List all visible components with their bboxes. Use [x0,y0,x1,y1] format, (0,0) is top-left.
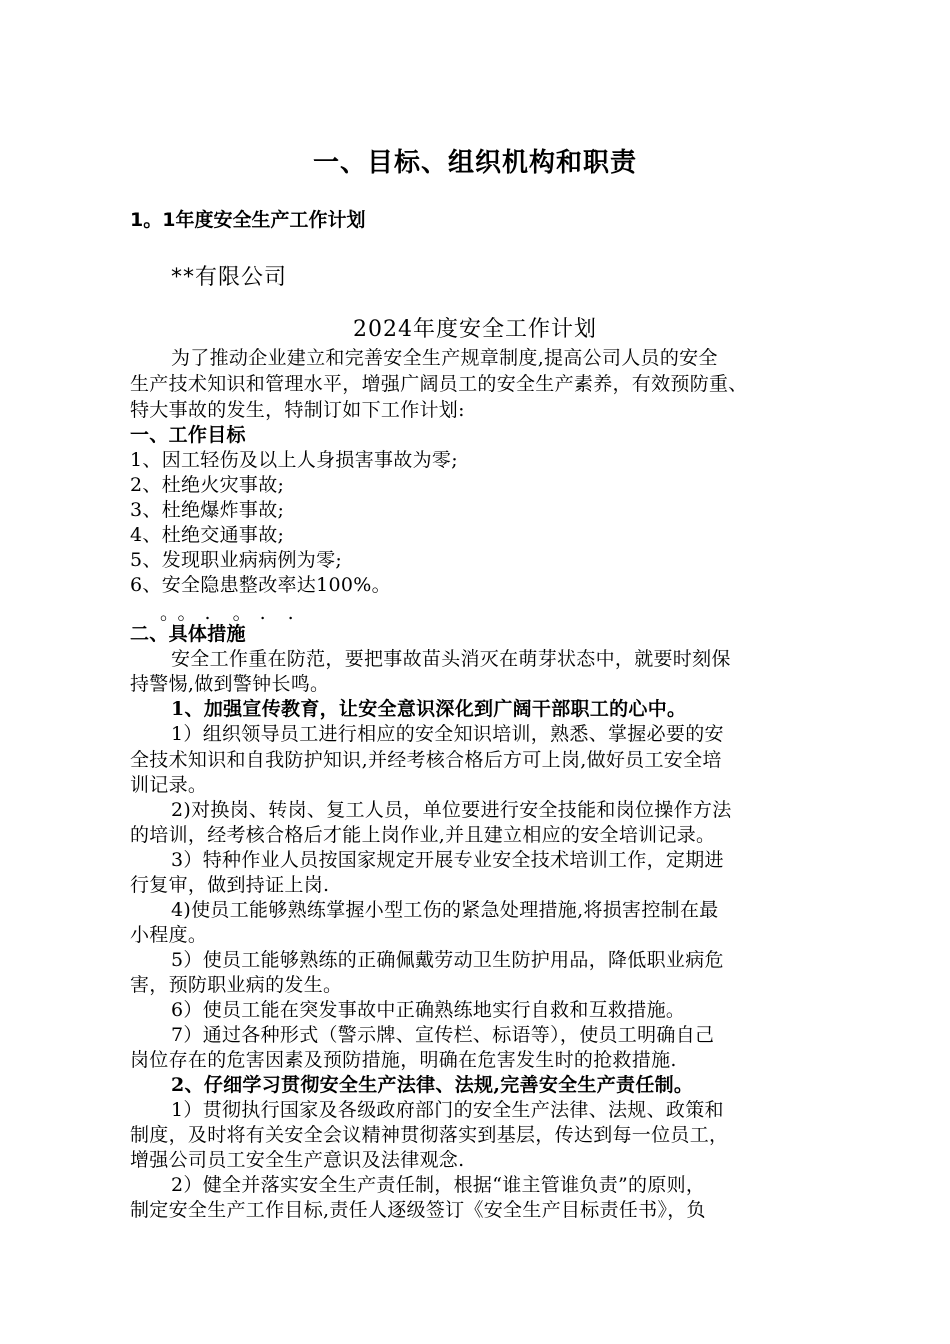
paragraph-line: 7）通过各种形式（警示牌、宣传栏、标语等），使员工明确自己 [171,1024,715,1046]
paragraph-line: 全技术知识和自我防护知识,并经考核合格后方可上岗,做好员工安全培 [130,749,722,771]
paragraph-line: 1）组织领导员工进行相应的安全知识培训，熟悉、掌握必要的安 [171,723,724,745]
measures-intro-line: 安全工作重在防范，要把事故苗头消灭在萌芽状态中，就要时刻保 [171,648,731,670]
subsection-heading: 2、仔细学习贯彻安全生产法律、法规,完善安全生产责任制。 [171,1074,694,1096]
paragraph-line: 2）健全并落实安全生产责任制，根据“谁主管谁负责”的原则， [171,1174,706,1196]
paragraph-line: 小程度。 [130,924,208,946]
goal-item: 5、发现职业病病例为零; [130,549,343,571]
paragraph-line: 增强公司员工安全生产意识及法律观念. [130,1149,465,1171]
paragraph-line: 5）使员工能够熟练的正确佩戴劳动卫生防护用品，降低职业病危 [171,949,724,971]
paragraph-line: 的培训，经考核合格后才能上岗作业,并且建立相应的安全培训记录。 [130,824,716,846]
intro-line: 生产技术知识和管理水平，增强广阔员工的安全生产素养，有效预防重、 [130,373,748,395]
paragraph-line: 训记录。 [130,774,208,796]
paragraph-line: 害，预防职业病的发生。 [130,974,343,996]
section-heading: 1。1年度安全生产工作计划 [130,209,366,231]
paragraph-line: 4)使员工能够熟练掌握小型工伤的紧急处理措施,将损害控制在最 [171,899,719,921]
paragraph-line: 制定安全生产工作目标,责任人逐级签订《安全生产目标责任书》，负 [130,1199,706,1221]
intro-line: 为了推动企业建立和完善安全生产规章制度,提高公司人员的安全 [171,347,718,369]
paragraph-line: 2)对换岗、转岗、复工人员，单位要进行安全技能和岗位操作方法 [171,799,732,821]
goal-item: 6、安全隐患整改率达100%。 [130,574,391,596]
goals-heading: 一、工作目标 [130,424,246,446]
goal-item: 3、杜绝爆炸事故; [130,499,285,521]
paragraph-line: 制度，及时将有关安全会议精神贯彻落实到基层，传达到每一位员工， [130,1124,729,1146]
chapter-heading: 一、目标、组织机构和职责 [312,148,637,178]
paragraph-line: 6）使员工能在突发事故中正确熟练地实行自救和互救措施。 [171,999,686,1021]
goal-item: 2、杜绝火灾事故; [130,474,285,496]
goal-item: 4、杜绝交通事故; [130,524,285,546]
measures-intro-line: 持警惕,做到警钟长鸣。 [130,673,330,695]
paragraph-line: 岗位存在的危害因素及预防措施，明确在危害发生时的抢救措施. [130,1049,677,1071]
ellipsis-dots: 。。. 。. . [160,602,302,624]
company-name: **有限公司 [171,265,288,290]
paragraph-line: 1）贯彻执行国家及各级政府部门的安全生产法律、法规、政策和 [171,1099,724,1121]
plan-title: 2024年度安全工作计划 [353,317,597,342]
goal-item: 1、因工轻伤及以上人身损害事故为零; [130,449,458,471]
measures-heading: 二、具体措施 [130,623,246,645]
paragraph-line: 3）特种作业人员按国家规定开展专业安全技术培训工作，定期进 [171,849,724,871]
subsection-heading: 1、加强宣传教育，让安全意识深化到广阔干部职工的心中。 [171,698,687,720]
intro-line: 特大事故的发生，特制订如下工作计划: [130,399,465,421]
paragraph-line: 行复审，做到持证上岗. [130,874,330,896]
